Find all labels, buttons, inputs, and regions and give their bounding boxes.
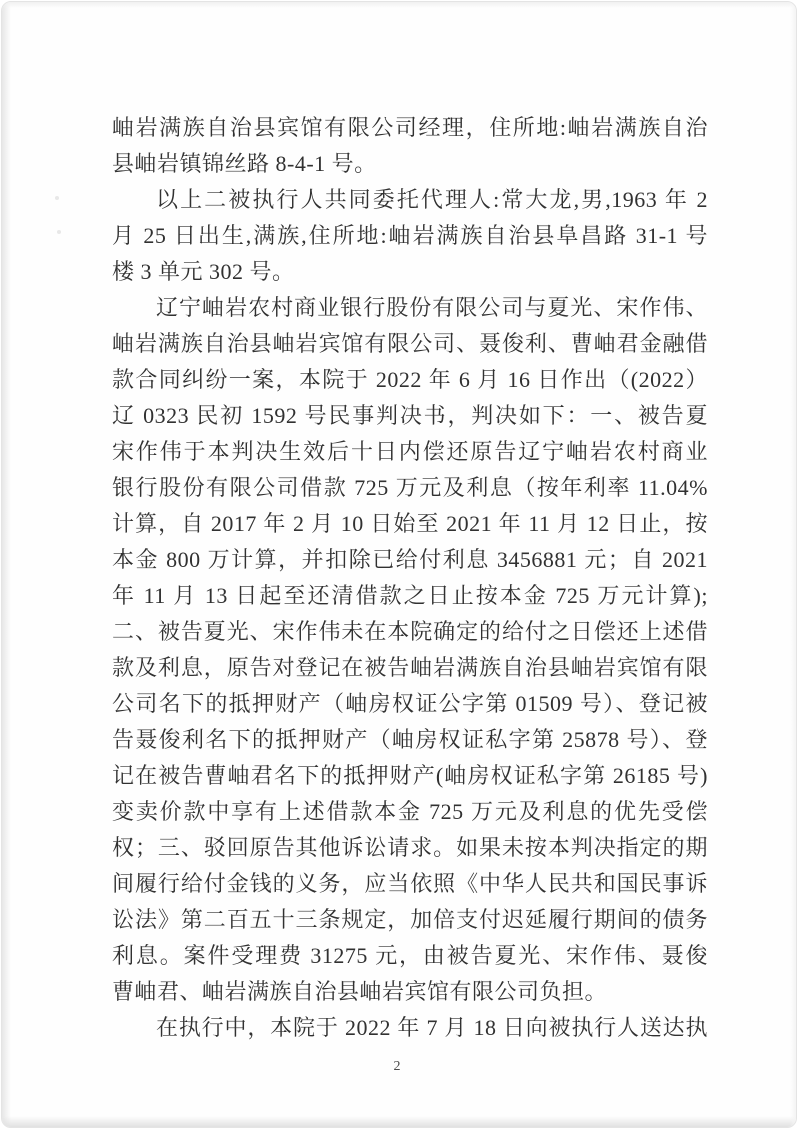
document-line: 辽 0323 民初 1592 号民事判决书，判决如下：一、被告夏: [112, 403, 708, 428]
scan-artifact-dot: [57, 230, 61, 234]
document-line: 岫岩满族自治县宾馆有限公司经理，住所地:岫岩满族自治: [112, 115, 708, 140]
document-line: 县岫岩镇锦丝路 8-4-1 号。: [112, 151, 377, 176]
document-line: 曹岫君、岫岩满族自治县岫岩宾馆有限公司负担。: [112, 979, 608, 1004]
document-line: 款及利息，原告对登记在被告岫岩满族自治县岫岩宾馆有限: [112, 655, 708, 680]
document-line: 以上二被执行人共同委托代理人:常大龙,男,1963 年 2: [156, 187, 708, 212]
document-line: 计算，自 2017 年 2 月 10 日始至 2021 年 11 月 12 日止，按: [112, 511, 708, 536]
document-line: 记在被告曹岫君名下的抵押财产(岫房权证私字第 26185 号): [112, 763, 708, 788]
document-line: 辽宁岫岩农村商业银行股份有限公司与夏光、宋作伟、: [156, 295, 708, 320]
scanned-page: [1, 1, 797, 1128]
document-line: 楼 3 单元 302 号。: [112, 259, 295, 284]
document-line: 月 25 日出生,满族,住所地:岫岩满族自治县阜昌路 31-1 号: [112, 223, 708, 248]
document-line: 岫岩满族自治县岫岩宾馆有限公司、聂俊利、曹岫君金融借: [112, 331, 708, 356]
document-line: 款合同纠纷一案，本院于 2022 年 6 月 16 日作出（(2022）: [112, 367, 708, 392]
document-line: 二、被告夏光、宋作伟未在本院确定的给付之日偿还上述借: [112, 619, 708, 644]
document-line: 利息。案件受理费 31275 元，由被告夏光、宋作伟、聂俊: [112, 943, 708, 968]
document-line: 年 11 月 13 日起至还清借款之日止按本金 725 万元计算);: [112, 583, 708, 608]
scan-edge-left-shadow: [2, 2, 11, 1127]
scan-edge-bottom-shadow: [2, 1116, 796, 1127]
scan-edge-right-shadow: [790, 2, 796, 1127]
document-line: 告聂俊利名下的抵押财产（岫房权证私字第 25878 号）、登: [112, 727, 708, 752]
document-line: 权；三、驳回原告其他诉讼请求。如果未按本判决指定的期: [112, 835, 708, 860]
document-line: 银行股份有限公司借款 725 万元及利息（按年利率 11.04%: [112, 475, 708, 500]
document-line: 讼法》第二百五十三条规定，加倍支付迟延履行期间的债务: [112, 907, 708, 932]
document-line: 宋作伟于本判决生效后十日内偿还原告辽宁岫岩农村商业: [112, 439, 708, 464]
document-line: 本金 800 万计算，并扣除已给付利息 3456881 元；自 2021: [112, 547, 708, 572]
document-line: 间履行给付金钱的义务，应当依照《中华人民共和国民事诉: [112, 871, 708, 896]
document-line: 变卖价款中享有上述借款本金 725 万元及利息的优先受偿: [112, 799, 708, 824]
document-body: [112, 110, 708, 1046]
document-line: 在执行中，本院于 2022 年 7 月 18 日向被执行人送达执: [156, 1015, 708, 1040]
page-number: 2: [393, 1059, 401, 1074]
scan-edge-top-shadow: [2, 2, 796, 8]
document-line: 公司名下的抵押财产（岫房权证公字第 01509 号）、登记被: [112, 691, 708, 716]
scan-artifact-dot: [55, 196, 59, 200]
